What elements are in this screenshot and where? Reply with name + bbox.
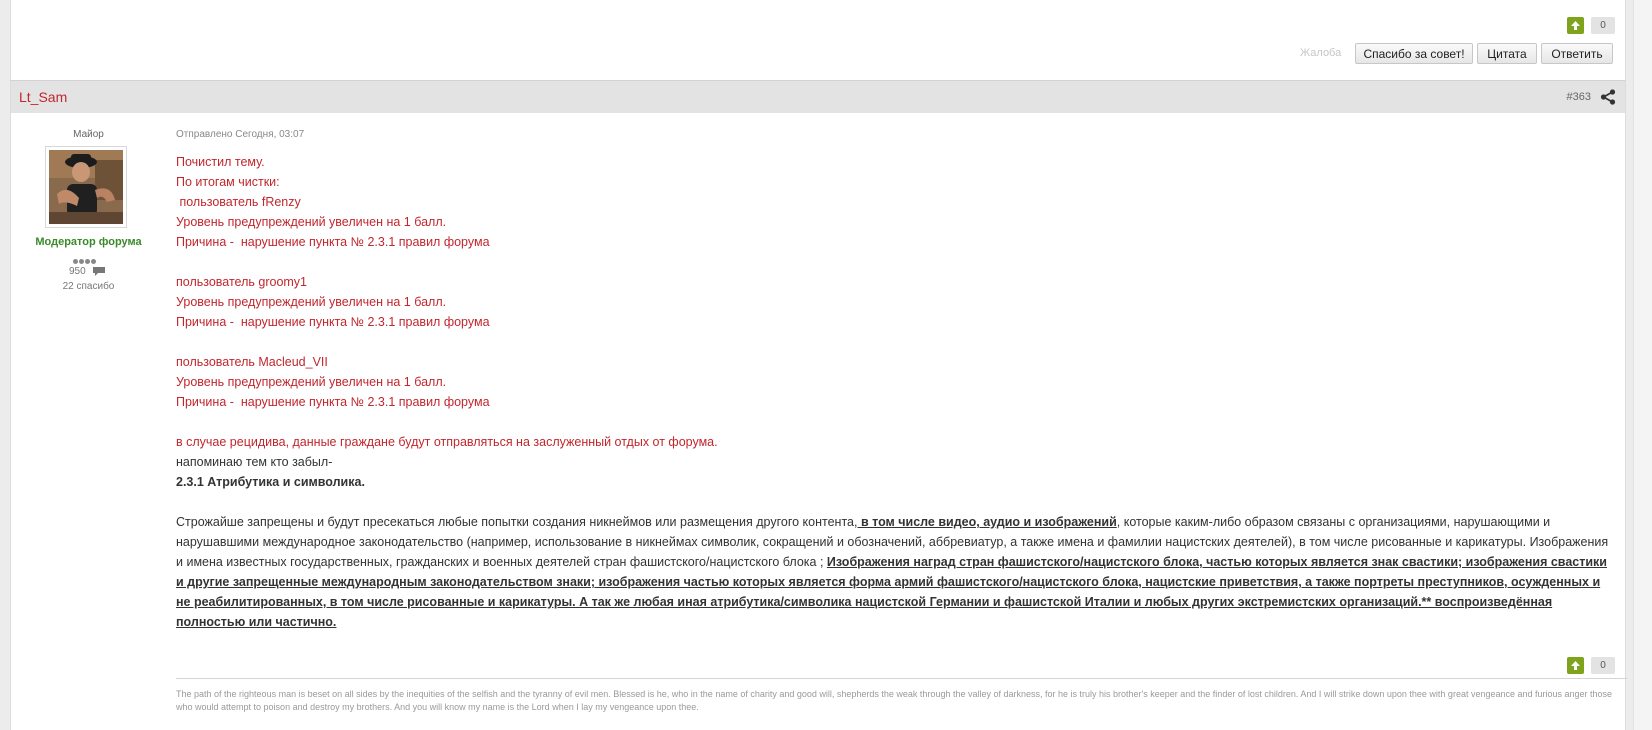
user-rank-title: Майор — [73, 129, 104, 140]
signature-divider — [176, 678, 1627, 679]
post-line: По итогам чистки: — [176, 175, 280, 189]
scrollbar[interactable] — [1633, 0, 1652, 730]
post-line: пользователь groomy1 — [176, 275, 308, 289]
arrow-up-icon — [1570, 20, 1581, 31]
share-icon[interactable] — [1600, 89, 1616, 105]
blank-line — [176, 412, 1616, 432]
post-number-link[interactable]: #363 — [1566, 91, 1591, 103]
post-line: Уровень предупреждений увеличен на 1 балл. — [176, 375, 447, 389]
rep-up-button[interactable] — [1567, 17, 1584, 34]
post-line: пользователь Macleud_VII — [176, 355, 328, 369]
blank-line — [176, 492, 1616, 512]
avatar[interactable] — [45, 146, 127, 228]
post-lines — [176, 152, 1616, 512]
post-line: напоминаю тем кто забыл- — [176, 455, 333, 469]
post-line: в случае рецидива, данные граждане будут отправляться на заслуженный отдых от форума. — [176, 435, 718, 449]
post-date: Отправлено Сегодня, 03:07 — [176, 129, 305, 140]
rep-count: 0 — [1591, 17, 1615, 34]
post-line: Уровень предупреждений увеличен на 1 балл. — [176, 215, 447, 229]
rule-text-1: Строжайше запрещены и будут пресекаться любые попытки создания никнеймов или размещения другого контента, — [176, 515, 858, 529]
post-body — [176, 152, 1616, 632]
author-name-link[interactable]: Lt_Sam — [19, 89, 68, 105]
post-header — [11, 80, 1625, 113]
thanks-button[interactable]: Спасибо за совет! — [1355, 43, 1473, 64]
post-line: Причина - нарушение пункта № 2.3.1 правил форума — [176, 315, 490, 329]
post-line: Уровень предупреждений увеличен на 1 балл. — [176, 295, 447, 309]
rep-up-button[interactable] — [1567, 657, 1584, 674]
thanks-count: 22 спасибо — [62, 281, 115, 292]
rule-emphasis-2: Изображения наград стран фашистского/нацистского блока, частью которых является знак свастики; изображения свастики и другие запрещенные международным законодательством знаки; изображения частью которых является форма армий фашистского/нацистского блока, нацистские приветствия, а также портреты преступников, осужденных и не реабилитированных, в том числе рисованные и карикатуры. А так же любая иная атрибутика/символика нацистской Германии и фашистской Италии и любых других экстремистских организаций.** воспроизведённая полностью или частично. — [176, 555, 1607, 629]
blank-line — [176, 252, 1616, 272]
avatar-photo — [49, 150, 123, 224]
reply-button[interactable]: Ответить — [1541, 43, 1613, 64]
post-count: 950 — [69, 266, 86, 277]
post-line: 2.3.1 Атрибутика и символика. — [176, 475, 365, 489]
rep-count: 0 — [1591, 657, 1615, 674]
post-line: Причина - нарушение пункта № 2.3.1 правил форума — [176, 235, 490, 249]
rule-emphasis-1: в том числе видео, аудио и изображений — [857, 515, 1117, 529]
rule-text-2: , которые каким-либо образом связаны с организациями, нарушающими и нарушавшими международное законодательство (например, использование в никнеймах символик, сокращений и обозначений, аббревиатур, а также имена и фамилии нацистских деятелей), в том числе рисованные и карикатуры. Изображения и имена известных государственных, гражданских и военных деятелей стран фашистского/нацистского блока ; — [176, 515, 1609, 569]
signature: The path of the righteous man is beset on all sides by the inequities of the selfish and the tyranny of evil men. Blessed is he, who in the name of charity and good will, shepherds the weak through the valley of darkness, for he is truly his brother's keeper and the finder of lost children. And I will strike down upon thee with great vengeance and furious anger those who would attempt to poison and destroy my brothers. And you will know my name is the Lord when I lay my vengeance upon thee. — [176, 689, 1613, 712]
user-group-label: Модератор форума — [35, 236, 142, 248]
rule-paragraph — [176, 512, 1616, 632]
forum-page — [10, 0, 1626, 730]
blank-line — [176, 332, 1616, 352]
post-line: Почистил тему. — [176, 155, 265, 169]
post-line: Причина - нарушение пункта № 2.3.1 правил форума — [176, 395, 490, 409]
report-link[interactable]: Жалоба — [1300, 47, 1342, 59]
speech-bubble-icon — [92, 266, 106, 277]
quote-button[interactable]: Цитата — [1477, 43, 1537, 64]
post-line: пользователь fRenzy — [176, 195, 301, 209]
arrow-up-icon — [1570, 660, 1581, 671]
